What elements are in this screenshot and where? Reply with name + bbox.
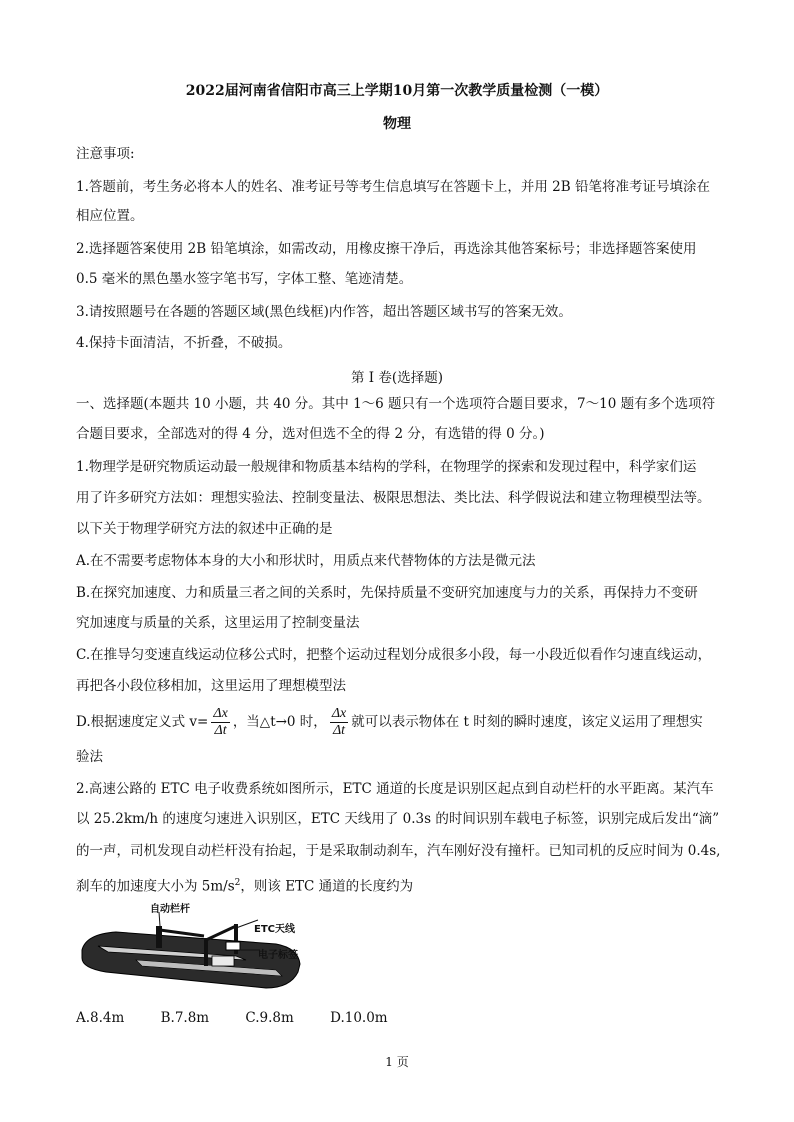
notice-line-5: 3.请按照题号在各题的答题区域(黑色线框)内作答，超出答题区域书写的答案无效。 [76,304,572,320]
q2-option-c: C.9.8m [245,1010,294,1026]
fraction-numerator: Δx [213,706,228,721]
page-number: 1 页 [385,1055,409,1069]
exam-title: 2022届河南省信阳市高三上学期10月第一次教学质量检测（一模） [185,83,609,99]
q2-stem-2: 以 25.2km/h 的速度匀速进入识别区，ETC 天线用了 0.3s 的时间识别车载电子标签，识别完成后发出“滴” [76,811,720,827]
q1-option-b-2: 究加速度与质量的关系，这里运用了控制变量法 [76,615,360,631]
q2-option-a: A.8.4m [76,1010,125,1026]
q1-option-c-2: 再把各小段位移相加，这里运用了理想模型法 [76,678,346,694]
q2-option-d: D.10.0m [330,1010,388,1026]
section-title: 第 I 卷(选择题) [351,370,443,386]
notice-heading: 注意事项: [76,146,135,162]
q1-option-c-1: C.在推导匀变速直线运动位移公式时，把整个运动过程划分成很多小段，每一小段近似看作匀速直线运动， [76,647,712,663]
fraction-dx-dt-2 [330,706,348,739]
q1-option-b-1: B.在探究加速度、力和质量三者之间的关系时，先保持质量不变研究加速度与力的关系，再保持力不变研 [76,585,698,601]
fraction-denominator-2: Δt [332,723,346,738]
q1-stem-3: 以下关于物理学研究方法的叙述中正确的是 [76,521,333,537]
q2-stem-4-suffix: ，则该 ETC 通道的长度约为 [240,878,414,895]
q2-stem-4-sup: 2 [234,878,241,888]
label-antenna: ETC天线 [254,924,295,935]
q2-options [76,1010,420,1026]
notice-line-6: 4.保持卡面清洁，不折叠，不破损。 [76,335,292,351]
subject-title: 物理 [383,116,411,132]
fraction-numerator-2: Δx [331,706,347,721]
label-barrier: 自动栏杆 [150,904,190,915]
q2-stem-3: 的一声，司机发现自动栏杆没有抬起，于是采取制动刹车，汽车刚好没有撞杆。已知司机的反应时间为 0.4s, [76,843,721,859]
section-intro-2: 合题目要求，全部选对的得 4 分，选对但选不全的得 2 分，有选错的得 0 分。) [76,426,545,442]
q1-stem-2: 用了许多研究方法如：理想实验法、控制变量法、极限思想法、类比法、科学假说法和建立物理模型法等。 [76,490,711,506]
notice-line-4: 0.5 毫米的黑色墨水签字笔书写，字体工整、笔迹清楚。 [76,271,413,287]
q2-stem-4 [76,874,413,896]
notice-line-2: 相应位置。 [76,208,144,224]
fraction-dx-dt [211,706,229,739]
fraction-denominator: Δt [214,723,227,738]
q1-stem-1: 1.物理学是研究物质运动最一般规律和物质基本结构的学科，在物理学的探索和发现过程中，科学家们运 [76,459,697,475]
q1-option-d-suffix: 就可以表示物体在 t 时刻的瞬时速度，该定义运用了理想实 [351,714,703,730]
label-tag: 电子标签 [258,950,298,961]
q1-option-a: A.在不需要考虑物体本身的大小和形状时，用质点来代替物体的方法是微元法 [76,553,536,569]
q1-option-d-1 [76,704,703,740]
q2-stem-1: 2.高速公路的 ETC 电子收费系统如图所示，ETC 通道的长度是识别区起点到自动栏杆的水平距离。某汽车 [76,781,714,797]
q1-option-d-mid: ，当△t→0 时， [232,714,327,730]
q2-option-b: B.7.8m [160,1010,210,1026]
etc-lane-figure [76,898,306,998]
q2-stem-4-prefix: 刹车的加速度大小为 5m/s [76,878,235,895]
q1-option-d-prefix: D.根据速度定义式 v= [76,714,209,730]
q1-option-d-2: 验法 [76,749,103,765]
notice-line-1: 1.答题前，考生务必将本人的姓名、准考证号等考生信息填写在答题卡上，并用 2B 铅笔将准考证号填涂在 [76,179,710,195]
notice-line-3: 2.选择题答案使用 2B 铅笔填涂，如需改动，用橡皮擦干净后，再选涂其他答案标号；非选择题答案使用 [76,241,697,257]
section-intro-1: 一、选择题(本题共 10 小题，共 40 分。其中 1～6 题只有一个选项符合题目要求，7～10 题有多个选项符 [76,396,716,412]
